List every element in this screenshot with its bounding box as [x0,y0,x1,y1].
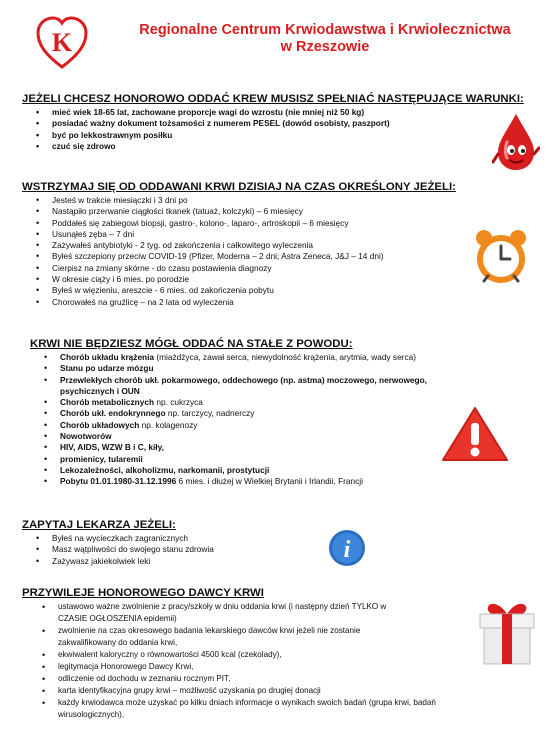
title-line-1: Regionalne Centrum Krwiodawstwa i Krwiolecznictwa [139,22,511,38]
item-text: np. cukrzyca [154,397,203,408]
list-item: • odliczenie od dochodu w zeznaniu rocznym PIT, [22,673,542,685]
list-item: • ustawowo ważne zwolnienie z pracy/szkoły w dniu oddania krwi (i następny dzień TYLKO w CZASIE OGŁOSZENIA epidemii) [22,601,398,625]
temporary-deferral-section [22,181,542,308]
list-item [30,375,440,398]
item-text: 6 mies. i dłużej w Wielkiej Brytanii i Irlandii, Francji [176,476,363,487]
item-bold: Nowotworów [60,431,112,442]
list-item [30,363,550,374]
temporary-deferral-list [22,195,542,308]
item-bold: Chorób ukł. endokrynnego [60,408,166,419]
list-item: • każdy krwiodawca może uzyskać po kilku dniach informacje o wynikach swoich badań (grupa krwi, badań wirusologicznych), [22,697,458,721]
requirements-section [22,93,542,152]
blood-drop-mascot-icon [492,112,540,174]
info-icon [327,528,367,568]
item-text: np. tarczycy, nadnerczy [165,408,255,419]
list-item: • Byłeś na wycieczkach zagranicznych [22,533,542,544]
list-item: • Cierpisz na zmiany skórne - do czasu postawienia diagnozy [22,263,542,274]
item-bold: Stanu po udarze mózgu [60,363,154,374]
list-item: • Byłeś w więzieniu, areszcie - 6 mies. od zakończenia pobytu [22,285,542,296]
list-item: • ekwiwalent kaloryczny o równowartości 4500 kcal (czekolady), [22,649,542,661]
item-bold: Chorób układu krążenia [60,352,155,362]
list-item [30,476,550,487]
alarm-clock-icon [472,228,530,286]
ask-doctor-list [22,533,542,567]
item-bold: Przewlekłych chorób ukł. pokarmowego, oddechowego (np. astma) moczowego, nerwowego, psychicznych i OUN [60,374,427,396]
list-item: • Masz wątpliwości do swojego stanu zdrowia [22,544,542,555]
item-text: (miażdżyca, zawał serca, niewydolność krążenia, arytmia, wady serca) [154,352,416,362]
item-bold: Chorób układowych [60,419,140,430]
info-glyph: i [343,537,351,563]
list-item: • czuć się zdrowo [22,141,542,152]
item-text: np. kolagenozy [139,419,198,430]
list-item: • zwolnienie na czas okresowego badania lekarskiego dawców krwi jeżeli nie zostanie zakwalifikowany do oddania krwi, [22,625,418,649]
ask-doctor-section [22,519,542,567]
list-item: • Poddałeś się zabiegowi biopsji, gastro-, kolono-, laparo-, artroskopii – 6 miesięcy [22,218,542,229]
warning-triangle-icon [440,405,510,463]
list-item: • Zażywałeś antybiotyki - 2 tyg. od zakończenia i całkowitego wyleczenia [22,240,542,251]
list-item: • Chorowałeś na gruźlicę – na 2 lata od wyleczenia [22,297,542,308]
list-item: • karta identyfikacyjna grupy krwi – możliwość uzyskania po drugiej donacji [22,685,542,697]
list-item: • posiadać ważny dokument tożsamości z numerem PESEL (dowód osobisty, paszport) [22,118,542,129]
item-bold: HIV, AIDS, WZW B i C, kiły, [60,442,164,453]
item-bold: Lekozależności, alkoholizmu, narkomanii, prostytucji [60,464,270,475]
list-item: • W okresie ciąży i 6 mies. po porodzie [22,274,542,285]
list-item: • Jesteś w trakcie miesiączki i 3 dni po [22,195,542,206]
rckik-logo [34,15,90,71]
item-bold: Chorób metabolicznych [60,397,155,408]
item-bold: Pobytu 01.01.1980-31.12.1996 [60,476,177,487]
list-item: • Byłeś szczepiony przeciw COVID-19 (Pfizer, Moderna – 2 dni; Astra Zeneca, J&J – 14 dni) [22,251,542,262]
requirements-heading: JEŻELI CHCESZ HONOROWO ODDAĆ KREW MUSISZ SPEŁNIAĆ NASTĘPUJĄCE WARUNKI: [22,93,524,105]
organization-title [100,22,550,56]
permanent-deferral-heading: KRWI NIE BĘDZIESZ MÓGŁ ODDAĆ NA STAŁE Z POWODU: [30,338,353,350]
list-item: • Nastąpiło przerwanie ciągłości tkanek (tatuaż, kolczyki) – 6 miesięcy [22,206,542,217]
list-item [30,465,550,476]
donor-privileges-heading: PRZYWILEJE HONOROWEGO DAWCY KRWI [22,587,264,599]
logo-letter: K [51,28,73,57]
list-item: • Zażywasz jakiekolwiek leki [22,556,542,567]
donor-privileges-section [22,587,542,721]
ask-doctor-heading: ZAPYTAJ LEKARZA JEŻELI: [22,519,176,531]
list-item: • być po lekkostrawnym posiłku [22,130,542,141]
gift-box-icon [474,598,540,668]
item-bold: promienicy, tularemii [60,453,143,464]
list-item: • legitymacja Honorowego Dawcy Krwi, [22,661,542,673]
donor-privileges-list [22,601,542,721]
list-item: • Usunąłeś zęba – 7 dni [22,229,542,240]
list-item [30,352,550,363]
list-item: • mieć wiek 18-65 lat, zachowane proporcje wagi do wzrostu (nie mniej niż 50 kg) [22,107,542,118]
title-line-2: w Rzeszowie [280,39,370,55]
requirements-list [22,107,542,152]
temporary-deferral-heading: WSTRZYMAJ SIĘ OD ODDAWANI KRWI DZISIAJ NA CZAS OKREŚLONY JEŻELI: [22,181,456,193]
